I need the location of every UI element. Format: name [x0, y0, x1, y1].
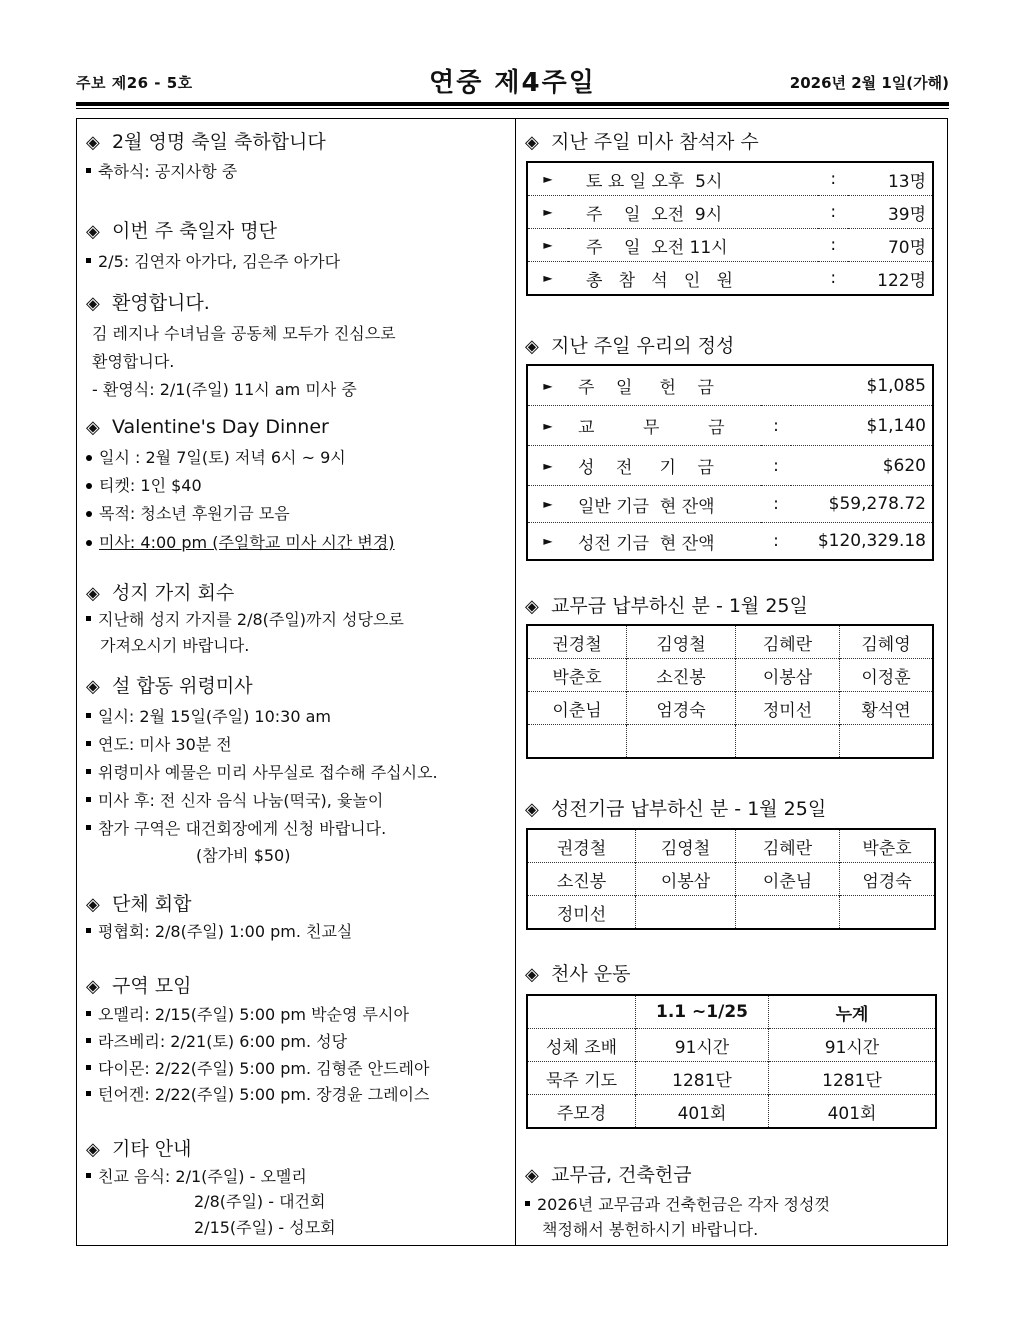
square-bullet-icon — [86, 1091, 91, 1096]
table-row: 정미선 — [527, 896, 935, 930]
diamond-icon: ◈ — [86, 583, 100, 604]
table-row: 소진봉 이봉삼 이춘님 엄경숙 — [527, 863, 935, 896]
list-item: 친교 음식: 2/1(주일) - 오멜리 — [86, 1164, 307, 1187]
table-row: 묵주 기도 1281단 1281단 — [527, 1062, 936, 1095]
diamond-icon: ◈ — [86, 293, 100, 314]
dues-donors-table — [526, 624, 934, 759]
section-title-feastday-list: ◈ 이번 주 축일자 명단 — [86, 220, 277, 242]
pointer-icon: ► — [527, 262, 568, 296]
round-bullet-icon — [86, 455, 92, 461]
text-line: 환영합니다. — [92, 352, 175, 371]
list-item: 평협회: 2/8(주일) 1:00 pm. 친교실 — [86, 919, 352, 942]
table-row: ► 성 전 기 금 : $620 — [527, 446, 933, 486]
pointer-icon: ► — [527, 523, 568, 561]
text-line: (참가비 $50) — [196, 846, 291, 865]
section-title-palm: ◈ 성지 가지 회수 — [86, 582, 235, 604]
diamond-icon: ◈ — [86, 132, 100, 153]
diamond-icon: ◈ — [525, 596, 539, 617]
table-row: ► 총 참 석 인 원 : 122명 — [527, 262, 933, 296]
text-line: - 환영식: 2/1(주일) 11시 am 미사 중 — [92, 380, 357, 399]
pointer-icon: ► — [527, 229, 568, 262]
list-item: 목적: 청소년 후원기금 모음 — [86, 501, 290, 524]
square-bullet-icon — [86, 825, 91, 830]
attendance-table — [526, 161, 934, 296]
table-header-row: 1.1 ~1/25 누계 — [527, 995, 936, 1029]
pointer-icon: ► — [543, 172, 553, 186]
table-row: ► 일반 기금 현 잔액 : $59,278.72 — [527, 486, 933, 523]
pointer-icon: ► — [527, 446, 568, 486]
text-line: 가져오시기 바랍니다. — [100, 636, 250, 655]
list-item: 미사: 4:00 pm (주일학교 미사 시간 변경) — [86, 530, 395, 553]
diamond-icon: ◈ — [86, 221, 100, 242]
list-item: 티켓: 1인 $40 — [86, 473, 202, 496]
table-row: 권경철 김영철 김혜란 박춘호 — [527, 829, 935, 863]
diamond-icon: ◈ — [525, 132, 539, 153]
diamond-icon: ◈ — [86, 976, 100, 997]
square-bullet-icon — [86, 713, 91, 718]
list-item: 라즈베리: 2/21(토) 6:00 pm. 성당 — [86, 1029, 347, 1052]
text-line: 2/8(주일) - 대건회 — [194, 1192, 326, 1211]
list-item: 2/5: 김연자 아가다, 김은주 아가다 — [86, 249, 340, 272]
diamond-icon: ◈ — [525, 336, 539, 357]
square-bullet-icon — [86, 797, 91, 802]
table-row: 권경철 김영철 김혜란 김혜영 — [527, 625, 933, 659]
offering-table — [526, 364, 934, 561]
list-item: 일시 : 2월 7일(토) 저녁 6시 ~ 9시 — [86, 445, 346, 468]
square-bullet-icon — [86, 1011, 91, 1016]
diamond-icon: ◈ — [86, 417, 100, 438]
list-item: 오멜리: 2/15(주일) 5:00 pm 박순영 루시아 — [86, 1002, 409, 1025]
round-bullet-icon — [86, 540, 92, 546]
square-bullet-icon — [86, 928, 91, 933]
list-item: 다이몬: 2/22(주일) 5:00 pm. 김형준 안드레아 — [86, 1056, 429, 1079]
text-line: 2/15(주일) - 성모회 — [194, 1218, 336, 1237]
section-title-dues-building-fund: ◈ 교무금, 건축헌금 — [525, 1164, 692, 1186]
text-line: 김 레지나 수녀님을 공동체 모두가 진심으로 — [92, 324, 396, 343]
section-title-angel-movement: ◈ 천사 운동 — [525, 963, 631, 985]
list-item: 지난해 성지 가지를 2/8(주일)까지 성당으로 — [86, 607, 404, 630]
section-title-memorial-mass: ◈ 설 합동 위령미사 — [86, 675, 253, 697]
pointer-icon: ► — [527, 486, 568, 523]
square-bullet-icon — [86, 769, 91, 774]
table-row: ► 토 요 일 오후 5시 : 13명 — [527, 162, 933, 196]
square-bullet-icon — [86, 258, 91, 263]
list-item: 축하식: 공지사항 중 — [86, 159, 237, 182]
section-title-other: ◈ 기타 안내 — [86, 1138, 192, 1160]
table-row — [527, 725, 933, 759]
square-bullet-icon — [86, 168, 91, 173]
angel-movement-table — [526, 994, 937, 1129]
page-title: 연중 제4주일 — [429, 68, 596, 98]
list-item: 참가 구역은 대건회장에게 신청 바랍니다. — [86, 816, 386, 839]
table-row: 박춘호 소진봉 이봉삼 이정훈 — [527, 659, 933, 692]
table-row: ► 주 일 오전 9시 : 39명 — [527, 196, 933, 229]
pointer-icon: ► — [527, 406, 568, 446]
pointer-icon: ► — [527, 196, 568, 229]
section-title-offering: ◈ 지난 주일 우리의 정성 — [525, 335, 735, 357]
diamond-icon: ◈ — [86, 676, 100, 697]
list-item: 턴어겐: 2/22(주일) 5:00 pm. 장경윤 그레이스 — [86, 1082, 429, 1105]
round-bullet-icon — [86, 511, 92, 517]
diamond-icon: ◈ — [525, 964, 539, 985]
diamond-icon: ◈ — [525, 799, 539, 820]
table-row: ► 성전 기금 현 잔액 : $120,329.18 — [527, 523, 933, 561]
issue-number: 주보 제26 - 5호 — [76, 74, 193, 92]
pointer-icon: ► — [543, 378, 553, 393]
section-title-dues-donors: ◈ 교무금 납부하신 분 - 1월 25일 — [525, 595, 808, 617]
square-bullet-icon — [525, 1201, 530, 1206]
list-item: 2026년 교무금과 건축헌금은 각자 정성껏 — [525, 1192, 830, 1215]
building-donors-table — [526, 828, 936, 930]
section-title-valentine: ◈ Valentine's Day Dinner — [86, 416, 329, 438]
square-bullet-icon — [86, 741, 91, 746]
column-divider — [515, 118, 516, 1246]
table-row: 이춘님 엄경숙 정미선 황석연 — [527, 692, 933, 725]
square-bullet-icon — [86, 616, 91, 621]
issue-date: 2026년 2월 1일(가해) — [789, 74, 949, 92]
list-item: 미사 후: 전 신자 음식 나눔(떡국), 윷놀이 — [86, 788, 383, 811]
section-title-attendance: ◈ 지난 주일 미사 참석자 수 — [525, 131, 759, 153]
header-rule-thin — [76, 108, 949, 109]
header-rule-thick — [76, 102, 949, 106]
section-title-welcome: ◈ 환영합니다. — [86, 292, 210, 314]
list-item: 연도: 미사 30분 전 — [86, 732, 232, 755]
square-bullet-icon — [86, 1038, 91, 1043]
list-item: 일시: 2월 15일(주일) 10:30 am — [86, 704, 331, 727]
table-row: ► 교 무 금 : $1,140 — [527, 406, 933, 446]
square-bullet-icon — [86, 1173, 91, 1178]
diamond-icon: ◈ — [86, 1139, 100, 1160]
section-title-group-meeting: ◈ 단체 회합 — [86, 893, 192, 915]
round-bullet-icon — [86, 483, 92, 489]
table-row: 성체 조배 91시간 91시간 — [527, 1029, 936, 1062]
table-row: 주모경 401회 401회 — [527, 1095, 936, 1129]
diamond-icon: ◈ — [86, 894, 100, 915]
section-title-district-meeting: ◈ 구역 모임 — [86, 975, 192, 997]
section-title-feast: ◈ 2월 영명 축일 축하합니다 — [86, 131, 326, 153]
section-title-building-donors: ◈ 성전기금 납부하신 분 - 1월 25일 — [525, 798, 827, 820]
bulletin-header — [76, 62, 949, 102]
list-item: 위령미사 예물은 미리 사무실로 접수해 주십시오. — [86, 760, 438, 783]
table-row: ► 주 일 오전 11시 : 70명 — [527, 229, 933, 262]
diamond-icon: ◈ — [525, 1165, 539, 1186]
text-line: 책정해서 봉헌하시기 바랍니다. — [542, 1220, 759, 1239]
table-row: ► 주 일 헌 금 $1,085 — [527, 365, 933, 406]
square-bullet-icon — [86, 1065, 91, 1070]
